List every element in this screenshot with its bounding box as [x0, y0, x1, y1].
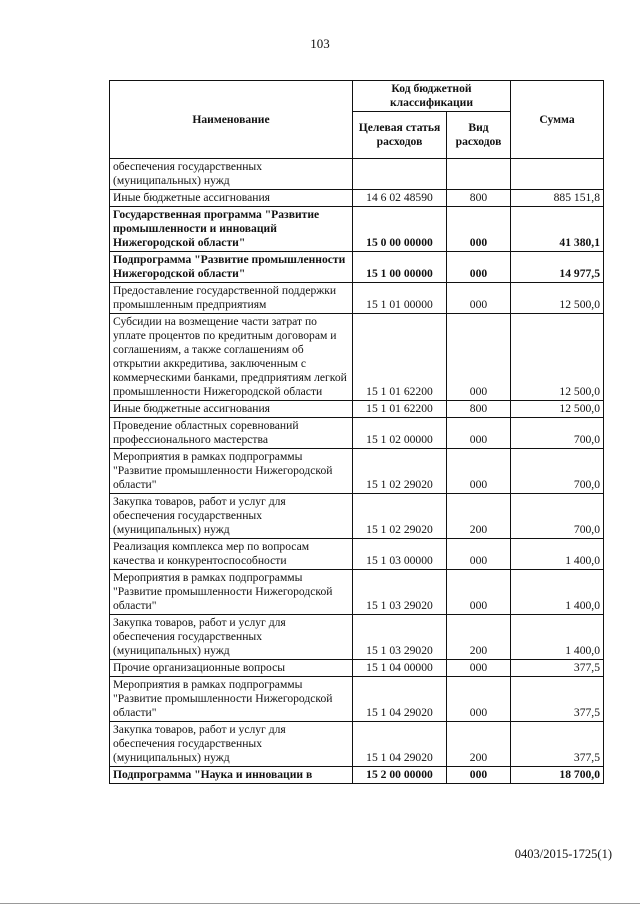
cell-name: Подпрограмма "Наука и инновации в — [110, 767, 353, 784]
table-row — [110, 722, 604, 767]
table-row — [110, 418, 604, 449]
cell-name: Субсидии на возмещение части затрат по уплате процентов по кредитным договорам и соглашениям, а также соглашениям об открытии аккредитива, заключенным с коммерческими банками, предприятиям легкой промышленности Нижегородской области — [110, 314, 353, 401]
table-row — [110, 252, 604, 283]
cell-target-code: 15 0 00 00000 — [353, 207, 447, 252]
cell-sum: 14 977,5 — [511, 252, 604, 283]
cell-sum: 700,0 — [511, 449, 604, 494]
header-code-group: Код бюджетной классификации — [353, 81, 511, 112]
table-row — [110, 570, 604, 615]
cell-sum: 377,5 — [511, 722, 604, 767]
header-type: Вид расходов — [447, 112, 511, 159]
cell-target-code: 15 1 03 29020 — [353, 570, 447, 615]
cell-target-code: 15 1 01 62200 — [353, 314, 447, 401]
table-row — [110, 494, 604, 539]
cell-sum: 1 400,0 — [511, 570, 604, 615]
cell-target-code: 15 1 02 29020 — [353, 494, 447, 539]
cell-sum: 18 700,0 — [511, 767, 604, 784]
cell-name: Иные бюджетные ассигнования — [110, 190, 353, 207]
table-row — [110, 660, 604, 677]
document-code: 0403/2015-1725(1) — [514, 847, 612, 861]
table-row — [110, 677, 604, 722]
cell-name: Подпрограмма "Развитие промышленности Нижегородской области" — [110, 252, 353, 283]
table-row — [110, 283, 604, 314]
cell-sum: 700,0 — [511, 494, 604, 539]
cell-target-code — [353, 159, 447, 190]
table-row — [110, 190, 604, 207]
cell-name: Предоставление государственной поддержки промышленным предприятиям — [110, 283, 353, 314]
cell-target-code: 15 1 00 00000 — [353, 252, 447, 283]
table-row — [110, 159, 604, 190]
header-target: Целевая статья расходов — [353, 112, 447, 159]
cell-expense-type: 200 — [447, 494, 511, 539]
cell-expense-type: 000 — [447, 314, 511, 401]
table-row — [110, 449, 604, 494]
cell-name: Закупка товаров, работ и услуг для обеспечения государственных (муниципальных) нужд — [110, 494, 353, 539]
cell-name: Прочие организационные вопросы — [110, 660, 353, 677]
cell-name: Мероприятия в рамках подпрограммы "Развитие промышленности Нижегородской области" — [110, 449, 353, 494]
cell-expense-type: 000 — [447, 418, 511, 449]
cell-target-code: 15 1 04 00000 — [353, 660, 447, 677]
cell-target-code: 15 1 03 29020 — [353, 615, 447, 660]
cell-sum: 41 380,1 — [511, 207, 604, 252]
header-sum: Сумма — [511, 81, 604, 159]
cell-sum: 377,5 — [511, 677, 604, 722]
cell-name: Государственная программа "Развитие промышленности и инноваций Нижегородской области" — [110, 207, 353, 252]
cell-target-code: 15 1 03 00000 — [353, 539, 447, 570]
cell-name: Мероприятия в рамках подпрограммы "Развитие промышленности Нижегородской области" — [110, 570, 353, 615]
cell-expense-type: 200 — [447, 615, 511, 660]
cell-expense-type: 000 — [447, 539, 511, 570]
cell-name: Иные бюджетные ассигнования — [110, 401, 353, 418]
cell-expense-type: 000 — [447, 660, 511, 677]
cell-expense-type: 000 — [447, 449, 511, 494]
cell-target-code: 15 1 02 29020 — [353, 449, 447, 494]
cell-name: Закупка товаров, работ и услуг для обеспечения государственных (муниципальных) нужд — [110, 722, 353, 767]
cell-expense-type: 000 — [447, 767, 511, 784]
cell-name: Мероприятия в рамках подпрограммы "Развитие промышленности Нижегородской области" — [110, 677, 353, 722]
cell-sum: 1 400,0 — [511, 615, 604, 660]
table-header — [110, 81, 604, 159]
cell-target-code: 15 2 00 00000 — [353, 767, 447, 784]
cell-sum: 700,0 — [511, 418, 604, 449]
cell-sum — [511, 159, 604, 190]
cell-sum: 885 151,8 — [511, 190, 604, 207]
cell-expense-type: 000 — [447, 207, 511, 252]
cell-sum: 1 400,0 — [511, 539, 604, 570]
cell-expense-type: 800 — [447, 401, 511, 418]
cell-name: Реализация комплекса мер по вопросам качества и конкурентоспособности — [110, 539, 353, 570]
cell-expense-type: 000 — [447, 252, 511, 283]
table-row — [110, 539, 604, 570]
table-row — [110, 401, 604, 418]
cell-target-code: 14 6 02 48590 — [353, 190, 447, 207]
cell-sum: 377,5 — [511, 660, 604, 677]
header-name: Наименование — [110, 81, 353, 159]
cell-sum: 12 500,0 — [511, 314, 604, 401]
cell-expense-type: 000 — [447, 677, 511, 722]
page-number: 103 — [310, 36, 330, 51]
cell-name: Закупка товаров, работ и услуг для обеспечения государственных (муниципальных) нужд — [110, 615, 353, 660]
cell-expense-type: 000 — [447, 570, 511, 615]
table-row — [110, 767, 604, 784]
cell-expense-type: 800 — [447, 190, 511, 207]
table-row — [110, 615, 604, 660]
cell-sum: 12 500,0 — [511, 283, 604, 314]
cell-target-code: 15 1 01 62200 — [353, 401, 447, 418]
cell-target-code: 15 1 04 29020 — [353, 722, 447, 767]
scan-edge-line — [0, 903, 640, 904]
table-body — [110, 159, 604, 784]
cell-name: обеспечения государственных (муниципальных) нужд — [110, 159, 353, 190]
cell-expense-type: 000 — [447, 283, 511, 314]
cell-target-code: 15 1 04 29020 — [353, 677, 447, 722]
cell-expense-type — [447, 159, 511, 190]
table-row — [110, 314, 604, 401]
cell-target-code: 15 1 01 00000 — [353, 283, 447, 314]
cell-expense-type: 200 — [447, 722, 511, 767]
budget-table — [109, 80, 604, 784]
table-row — [110, 207, 604, 252]
cell-target-code: 15 1 02 00000 — [353, 418, 447, 449]
cell-name: Проведение областных соревнований профессионального мастерства — [110, 418, 353, 449]
cell-sum: 12 500,0 — [511, 401, 604, 418]
